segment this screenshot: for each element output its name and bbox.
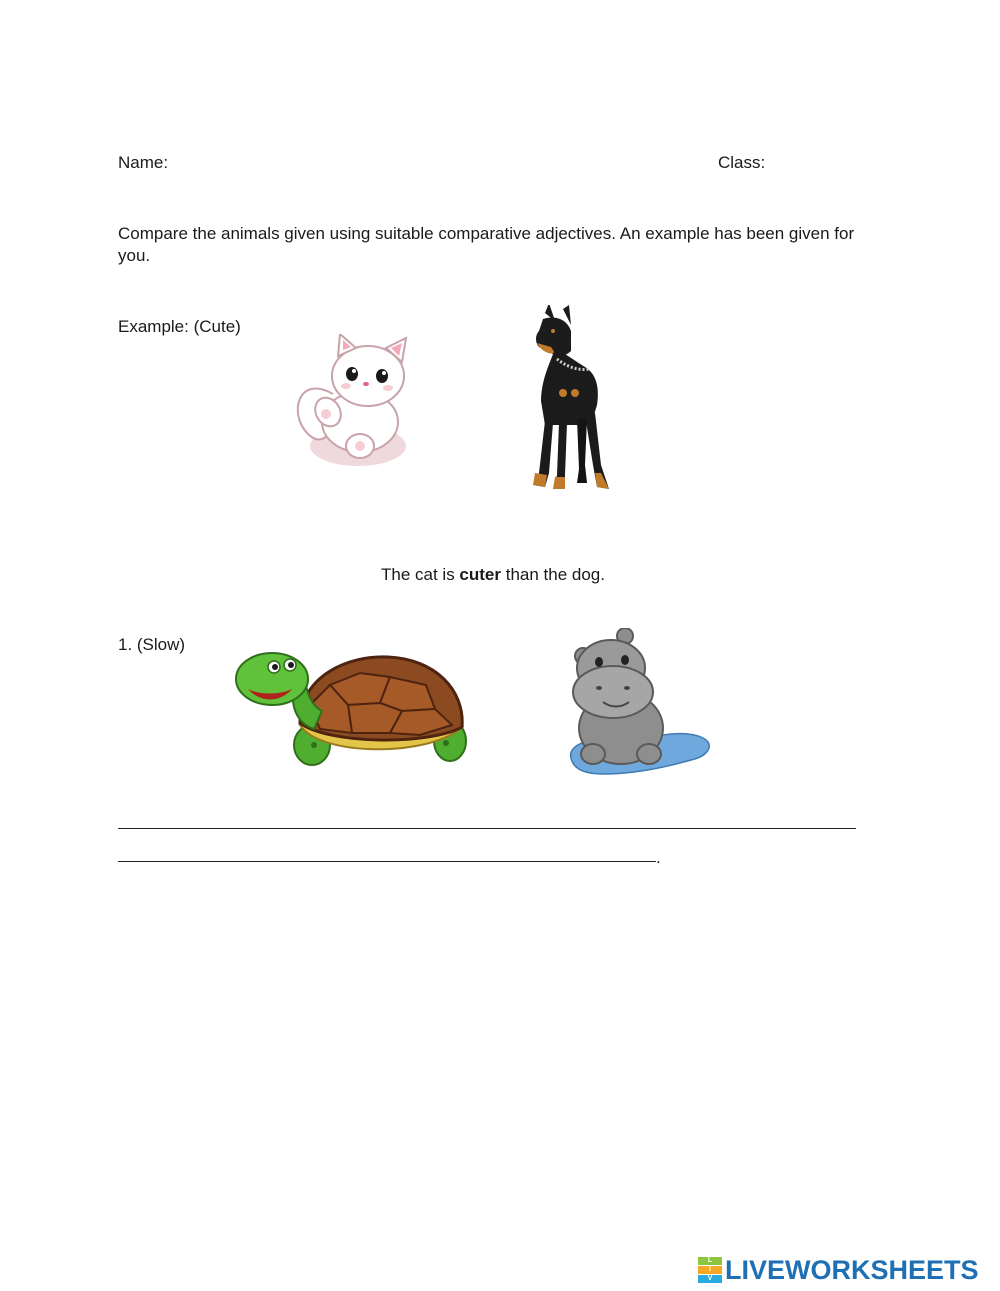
doberman-illustration bbox=[505, 305, 615, 495]
name-label: Name: bbox=[118, 153, 169, 172]
logo-block-v: V bbox=[698, 1275, 722, 1283]
sentence-suffix: than the dog. bbox=[501, 565, 605, 584]
example-sentence bbox=[381, 564, 605, 586]
sentence-bold-word: cuter bbox=[459, 565, 501, 584]
instructions-text: Compare the animals given using suitable comparative adjectives. An example has been given for you. bbox=[118, 224, 855, 265]
question1-label: 1. (Slow) bbox=[118, 635, 186, 654]
answer-period: . bbox=[656, 848, 661, 867]
liveworksheets-logo bbox=[698, 1255, 979, 1285]
cat-illustration bbox=[288, 334, 423, 474]
answer-line-2[interactable] bbox=[118, 861, 656, 862]
example-label: Example: (Cute) bbox=[118, 317, 241, 336]
logo-blocks-icon bbox=[698, 1257, 722, 1283]
class-label: Class: bbox=[718, 153, 766, 172]
logo-text: LIVEWORKSHEETS bbox=[725, 1254, 979, 1285]
turtle-illustration bbox=[230, 645, 470, 770]
answer-line-1[interactable] bbox=[118, 828, 856, 829]
logo-block-i: I bbox=[698, 1266, 722, 1274]
logo-block-l: L bbox=[698, 1257, 722, 1265]
hippo-illustration bbox=[563, 628, 713, 780]
sentence-prefix: The cat is bbox=[381, 565, 460, 584]
